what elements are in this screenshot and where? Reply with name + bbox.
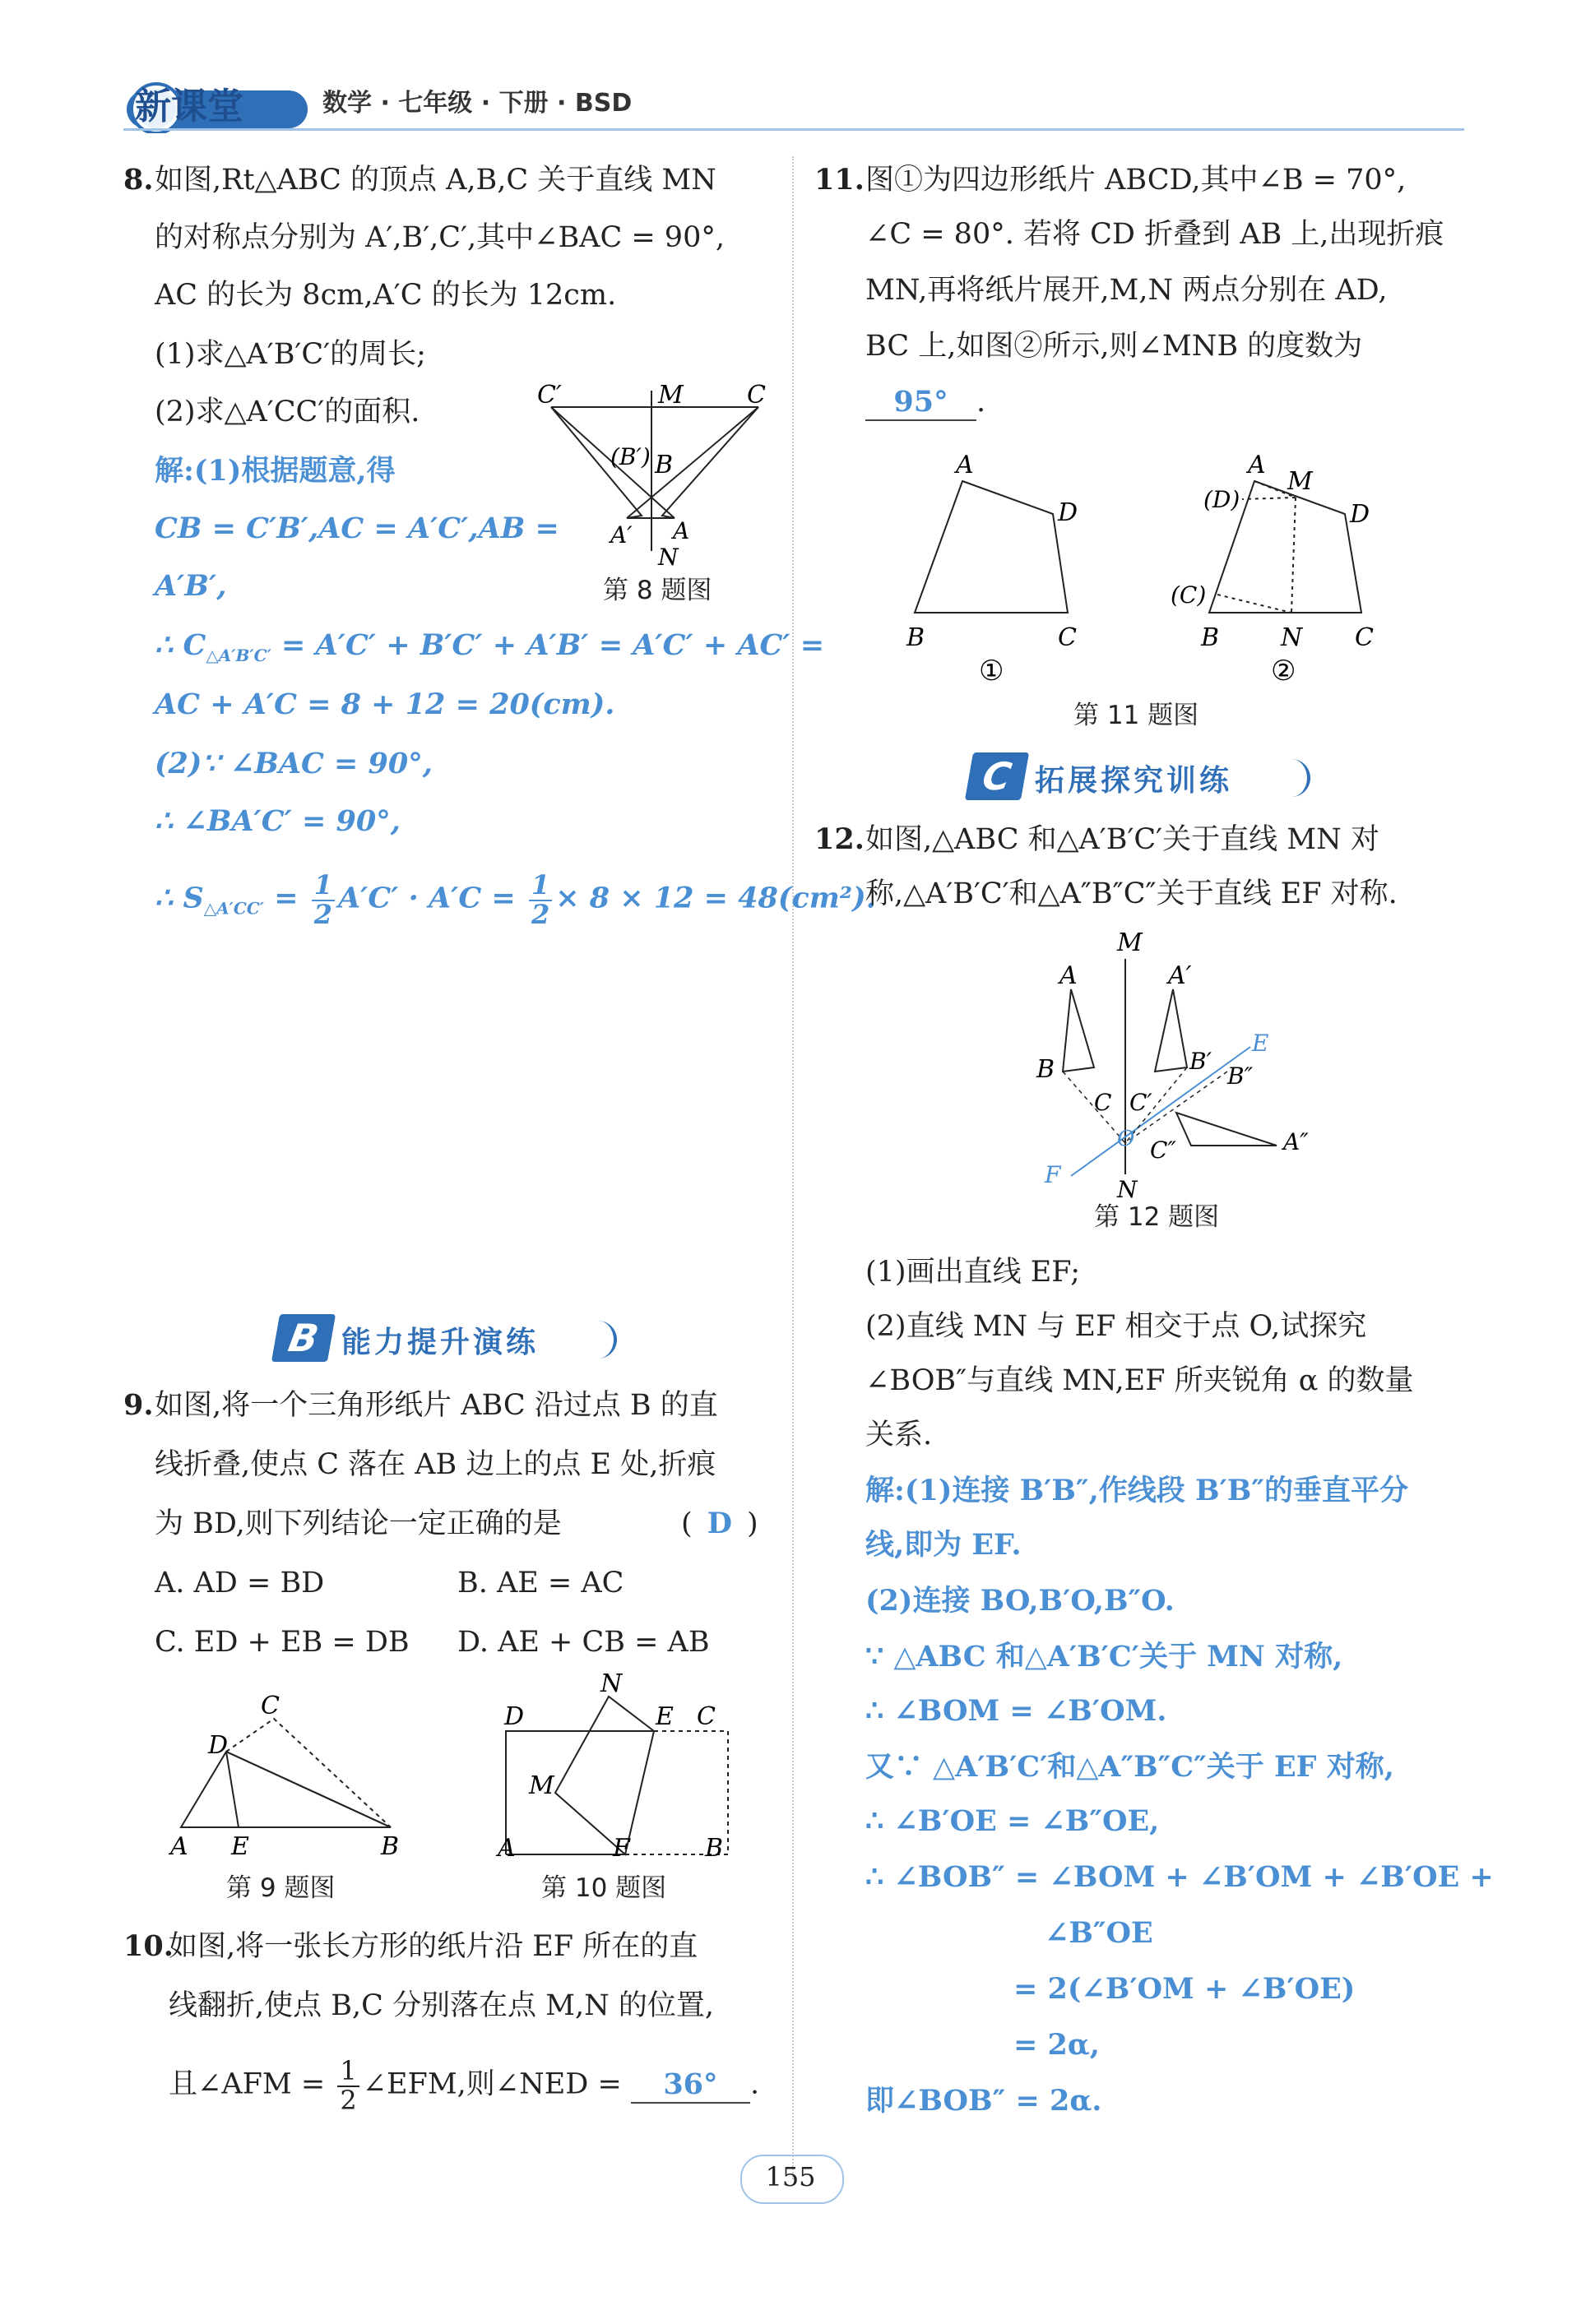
- q11-fold-bottom: [1217, 595, 1291, 613]
- q9-number: 9.: [123, 1388, 154, 1422]
- banner-b-letter: B: [271, 1314, 336, 1362]
- q12-line1: 如图,△ABC 和△A′B′C′关于直线 MN 对: [865, 823, 1379, 856]
- q8-part2: (2)求△A′CC′的面积.: [155, 396, 420, 428]
- q11-line4: BC 上,如图②所示,则∠MNB 的度数为: [865, 330, 1363, 363]
- q12-label-a-double: A″: [1283, 1128, 1309, 1155]
- q9-line3: 为 BD,则下列结论一定正确的是: [155, 1507, 562, 1540]
- q9-figure-caption: 第 9 题图: [226, 1873, 336, 1903]
- q11-number: 11.: [814, 163, 865, 197]
- q11-quadrilateral: [915, 481, 1068, 613]
- q11-figure-2: [1164, 448, 1386, 695]
- q12-label-c-prime: C′: [1129, 1089, 1152, 1116]
- q10-folded-flap: [555, 1697, 654, 1854]
- q11-fig1-label-c: C: [1058, 623, 1077, 652]
- q9-answer-bracket: ( D ): [681, 1507, 758, 1540]
- q12-label-b-prime: B′: [1189, 1048, 1212, 1075]
- q10-line3: 且∠AFM = $\frac{1}{2}$ ∠EFM,则∠NED = 36° .: [169, 2055, 760, 2116]
- q10-line2: 线翻折,使点 B,C 分别落在点 M,N 的位置,: [169, 1989, 714, 2022]
- q9-label-d: D: [208, 1731, 229, 1760]
- q9-segment-de: [226, 1752, 239, 1827]
- q12-solution-5: ∴ ∠BOM = ∠B′OM.: [865, 1694, 1167, 1728]
- q12-solution-10: = 2(∠B′OM + ∠B′OE): [1013, 1972, 1356, 2006]
- q12-label-o: O: [1117, 1127, 1135, 1151]
- q8-fraction-1: $\frac{1}{2}$: [312, 872, 335, 928]
- q8-label-m: M: [658, 381, 684, 410]
- q12-solution-11: = 2α,: [1013, 2028, 1100, 2062]
- q12-label-f: F: [1045, 1161, 1061, 1188]
- q12-solution-9: ∠B″OE: [1045, 1916, 1153, 1950]
- q8-sub-perimeter: △A′B′C′: [206, 646, 271, 665]
- q11-crease-mn: [1291, 498, 1296, 613]
- q9-folded-part: [226, 1719, 391, 1827]
- q9-crease-bd: [226, 1752, 391, 1827]
- q9-option-a: A. AD = BD: [155, 1567, 325, 1599]
- q11-fig1-label-a: A: [956, 451, 974, 479]
- q11-fig2-label-c: C: [1355, 623, 1374, 652]
- q10-answer: 36°: [631, 2067, 750, 2104]
- q8-label-n: N: [658, 544, 679, 571]
- q12-label-b-double: B″: [1227, 1062, 1254, 1090]
- q11-fig1-label-b: B: [906, 623, 925, 652]
- q9-triangle: [181, 1752, 391, 1827]
- q10-label-c: C: [697, 1702, 716, 1731]
- q12-part2-line2: ∠BOB″与直线 MN,EF 所夹锐角 α 的数量: [865, 1364, 1414, 1397]
- q12-part2-line1: (2)直线 MN 与 EF 相交于点 O,试探究: [865, 1310, 1367, 1343]
- q11-answer-line: 95° .: [865, 385, 985, 421]
- q12-label-n: N: [1117, 1176, 1138, 1199]
- q10-label-d: D: [504, 1702, 525, 1731]
- q8-line3: AC 的长为 8cm,A′C 的长为 12cm.: [155, 279, 617, 312]
- q11-fig2-mark: ②: [1271, 655, 1296, 687]
- q10-label-a: A: [498, 1834, 516, 1863]
- q11-figure-caption: 第 11 题图: [1073, 701, 1199, 730]
- q8-label-a-prime: A′: [610, 521, 633, 549]
- banner-c: [969, 752, 1310, 800]
- q8-fraction-2: $\frac{1}{2}$: [529, 872, 552, 928]
- q11-line1: 图①为四边形纸片 ABCD,其中∠B = 70°,: [865, 164, 1407, 197]
- q11-fig2-label-d-fold: (D): [1203, 486, 1240, 513]
- q12-number: 12.: [814, 822, 865, 856]
- banner-c-letter: C: [965, 752, 1029, 800]
- q11-fig1-mark: ①: [979, 655, 1004, 687]
- q12-label-c: C: [1094, 1089, 1112, 1116]
- q8-figure-caption: 第 8 题图: [603, 576, 712, 605]
- q12-solution-12: 即∠BOB″ = 2α.: [865, 2084, 1102, 2118]
- q8-solution-4: ∴ $C_{\triangle A'B'C'} = A'C' + B'C' + A'B' = A'C' + AC'$ =: [155, 628, 825, 665]
- header-title: 数学 · 七年级 · 下册 · BSD: [322, 89, 633, 118]
- q8-line1: 如图,Rt△ABC 的顶点 A,B,C 关于直线 MN: [155, 164, 716, 197]
- q12-solution-2: 线,即为 EF.: [865, 1528, 1022, 1562]
- q12-label-e: E: [1252, 1030, 1269, 1057]
- q11-fig2-label-b: B: [1201, 623, 1220, 652]
- q9-label-b: B: [381, 1832, 400, 1861]
- banner-c-text: 拓展探究训练: [1035, 764, 1233, 798]
- q8-line2: 的对称点分别为 A′,B′,C′,其中∠BAC = 90°,: [155, 221, 725, 254]
- q8-solution-3: A′B′,: [155, 569, 227, 603]
- q8-solution-8: ∴ $S_{\triangle A'CC'}$ = $\frac{1}{2}$ A′C′ · A′C = $\frac{1}{2}$ × 8 × 12 = 48(cm²).: [155, 869, 876, 930]
- q9-option-d: D. AE + CB = AB: [457, 1626, 710, 1659]
- q12-solution-6: 又∵ △A′B′C′和△A″B″C″关于 EF 对称,: [865, 1750, 1394, 1784]
- q9-figure: [169, 1694, 415, 1867]
- q11-fig2-label-n: N: [1281, 623, 1303, 652]
- q10-line1: 如图,将一张长方形的纸片沿 EF 所在的直: [169, 1930, 698, 1963]
- q8-label-c: C: [747, 381, 766, 410]
- q10-label-b: B: [705, 1834, 724, 1863]
- q11-line2: ∠C = 80°. 若将 CD 折叠到 AB 上,出现折痕: [865, 218, 1444, 251]
- banner-b: [276, 1314, 617, 1362]
- q9-option-c: C. ED + EB = DB: [155, 1626, 410, 1659]
- q10-number: 10.: [123, 1929, 174, 1963]
- logo-char-1: 新课堂: [135, 86, 243, 127]
- q8-triangle-right: [662, 407, 758, 518]
- q11-fig2-label-d: D: [1350, 500, 1370, 529]
- q8-solution-7: ∴ ∠BA′C′ = 90°,: [155, 804, 401, 838]
- q9-label-c: C: [261, 1694, 280, 1720]
- q10-figure-caption: 第 10 题图: [541, 1873, 667, 1903]
- q12-solution-1: 解:(1)连接 B′B″,作线段 B′B″的垂直平分: [865, 1474, 1409, 1507]
- q12-label-a: A: [1059, 961, 1078, 990]
- q8-solution-5: AC + A′C = 8 + 12 = 20(cm).: [155, 687, 615, 721]
- q8-number: 8.: [123, 163, 154, 197]
- q12-part1: (1)画出直线 EF;: [865, 1256, 1081, 1289]
- q8-label-c-prime: C′: [537, 381, 562, 410]
- q12-solution-4: ∵ △ABC 和△A′B′C′关于 MN 对称,: [865, 1640, 1343, 1674]
- q9-answer: D: [707, 1507, 733, 1540]
- banner-b-tail: [589, 1321, 617, 1359]
- q9-label-a: A: [170, 1832, 188, 1861]
- q11-fig2-label-m: M: [1287, 467, 1313, 496]
- q8-label-b-prime: (B′): [610, 443, 651, 470]
- q12-solution-8: ∴ ∠BOB″ = ∠BOM + ∠B′OM + ∠B′OE +: [865, 1860, 1494, 1894]
- q12-solution-7: ∴ ∠B′OE = ∠B″OE,: [865, 1804, 1160, 1838]
- q8-label-b: B: [655, 451, 674, 479]
- q8-label-a: A: [673, 517, 690, 544]
- q8-solution-2: CB = C′B′,AC = A′C′,AB =: [155, 512, 559, 545]
- q12-triangle-abc-prime: [1155, 989, 1187, 1072]
- q10-label-f: F: [613, 1834, 630, 1863]
- q11-fig2-label-c-fold: (C): [1171, 581, 1207, 609]
- q11-line3: MN,再将纸片展开,M,N 两点分别在 AD,: [865, 274, 1388, 307]
- q9-line1: 如图,将一个三角形纸片 ABC 沿过点 B 的直: [155, 1389, 718, 1422]
- q10-figure: [489, 1674, 736, 1867]
- q12-triangle-abc: [1063, 989, 1094, 1072]
- q8-figure: [535, 374, 781, 588]
- q12-solution-3: (2)连接 BO,B′O,B″O.: [865, 1584, 1175, 1618]
- q12-figure-caption: 第 12 题图: [1094, 1202, 1220, 1232]
- q12-label-c-double: C″: [1150, 1137, 1176, 1164]
- page-number: 155: [765, 2161, 816, 2192]
- q12-figure: [1012, 928, 1324, 1199]
- q12-label-m: M: [1117, 928, 1143, 957]
- q10-fraction: $\frac{1}{2}$: [337, 2058, 359, 2113]
- q9-option-b: B. AE = AC: [457, 1567, 624, 1599]
- q12-label-b: B: [1036, 1055, 1055, 1084]
- q12-part2-line3: 关系.: [865, 1419, 933, 1451]
- banner-b-text: 能力提升演练: [341, 1326, 540, 1359]
- q11-figure-1: [905, 448, 1102, 695]
- column-divider: [792, 156, 794, 2179]
- q10-label-n: N: [600, 1674, 623, 1698]
- q9-label-e: E: [231, 1832, 249, 1861]
- q12-line2: 称,△A′B′C′和△A″B″C″关于直线 EF 对称.: [865, 877, 1398, 910]
- q12-label-a-prime: A′: [1168, 961, 1192, 990]
- banner-c-tail: [1282, 759, 1310, 797]
- q11-fig2-label-a: A: [1248, 451, 1266, 479]
- q11-fig1-label-d: D: [1058, 498, 1078, 527]
- q11-answer: 95°: [865, 385, 976, 421]
- q8-solution-6: (2)∵ ∠BAC = 90°,: [155, 747, 433, 780]
- q8-solution-1: 解:(1)根据题意,得: [155, 454, 396, 488]
- q10-label-m: M: [529, 1771, 554, 1800]
- header-rule: [123, 128, 1464, 131]
- q12-triangle-abc-double: [1176, 1113, 1277, 1146]
- q10-label-e: E: [656, 1702, 674, 1731]
- q9-line2: 线折叠,使点 C 落在 AB 边上的点 E 处,折痕: [155, 1448, 716, 1481]
- q8-part1: (1)求△A′B′C′的周长;: [155, 338, 426, 371]
